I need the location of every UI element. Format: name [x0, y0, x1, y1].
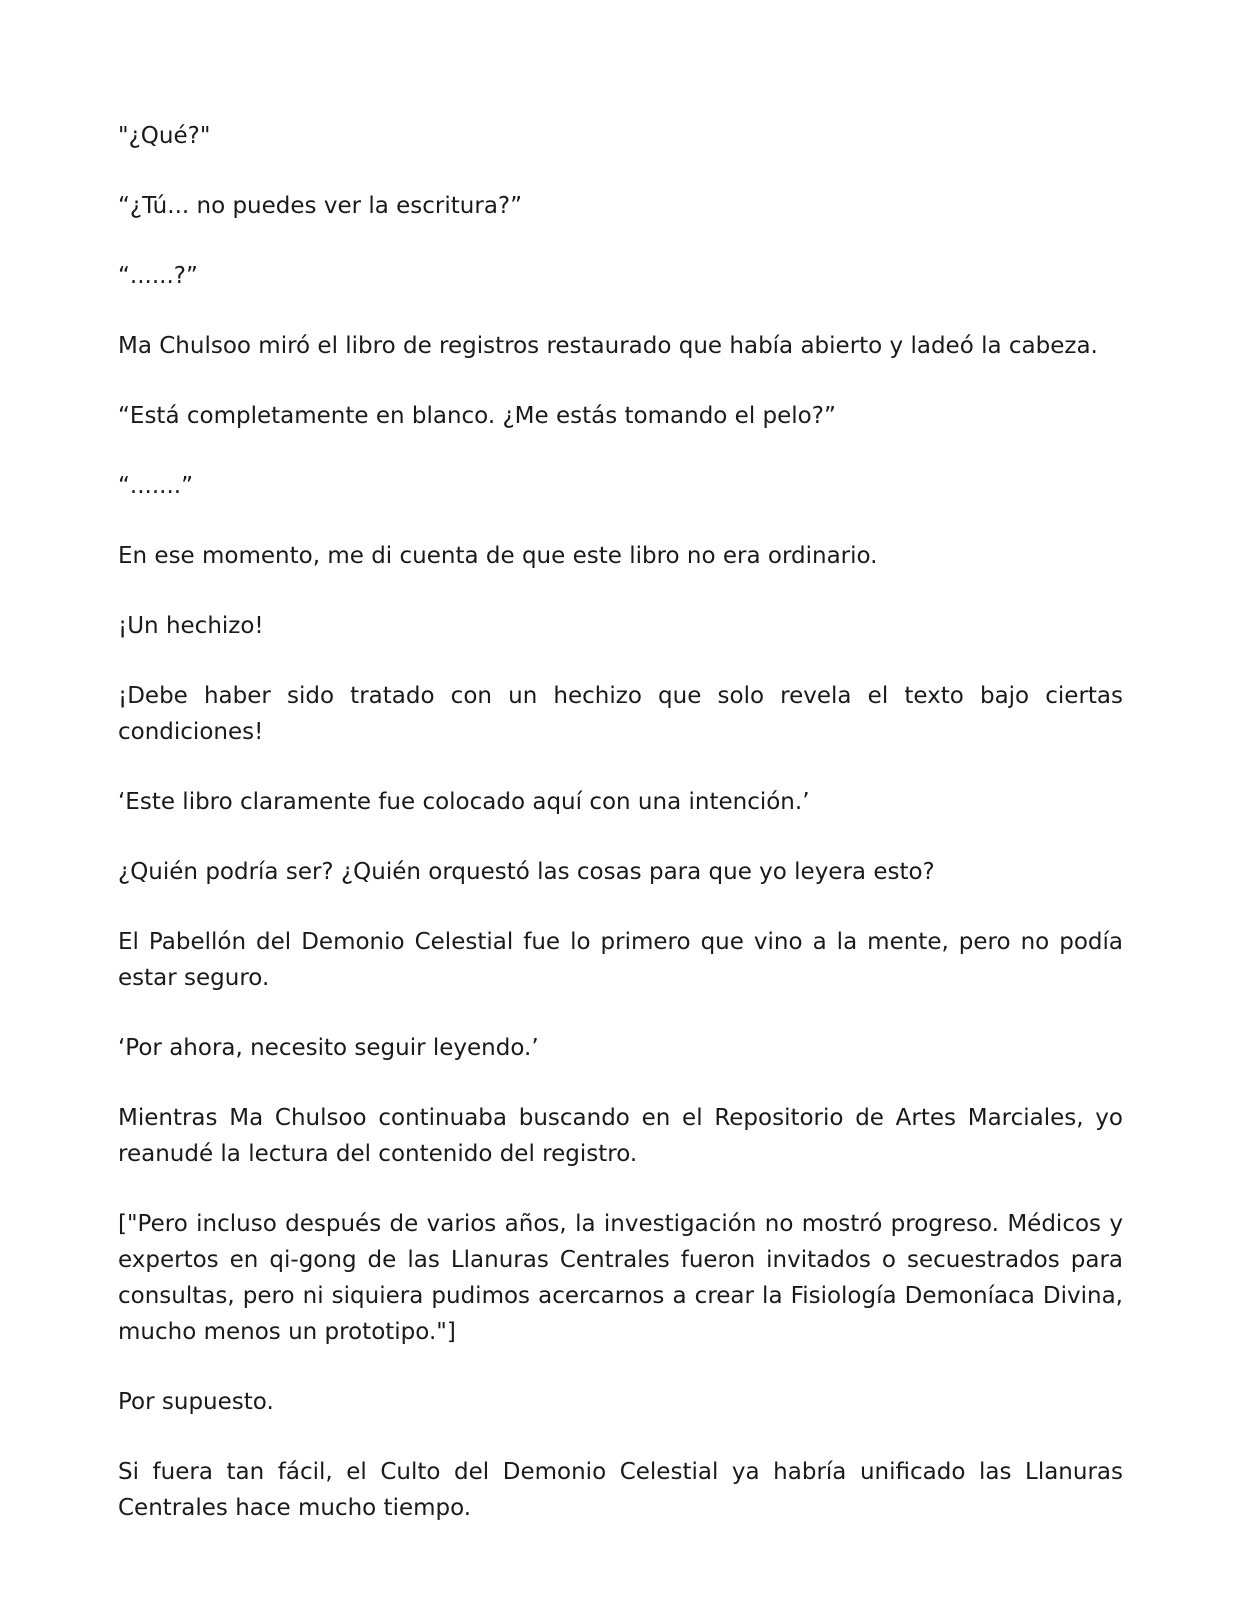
paragraph-2: “¿Tú... no puedes ver la escritura?”	[118, 193, 523, 219]
paragraph-11: ¿Quién podría ser? ¿Quién orquestó las cosas para que yo leyera esto?	[118, 859, 935, 885]
paragraph-8: ¡Un hechizo!	[118, 613, 264, 639]
paragraph-14: Mientras Ma Chulsoo continuaba buscando en el Repositorio de Artes Marciales, yo reanudé la lectura del contenido del registro.	[118, 1105, 1123, 1167]
paragraph-6: “.......”	[118, 473, 194, 499]
paragraph-16: Por supuesto.	[118, 1389, 274, 1415]
paragraph-13: ‘Por ahora, necesito seguir leyendo.’	[118, 1035, 539, 1061]
paragraph-5: “Está completamente en blanco. ¿Me estás tomando el pelo?”	[118, 403, 836, 429]
paragraph-12: El Pabellón del Demonio Celestial fue lo primero que vino a la mente, pero no podía estar seguro.	[118, 929, 1123, 991]
paragraph-10: ‘Este libro claramente fue colocado aquí con una intención.’	[118, 789, 810, 815]
paragraph-4: Ma Chulsoo miró el libro de registros restaurado que había abierto y ladeó la cabeza.	[118, 333, 1098, 359]
body-text	[118, 118, 1123, 1560]
paragraph-7: En ese momento, me di cuenta de que este libro no era ordinario.	[118, 543, 878, 569]
paragraph-9: ¡Debe haber sido tratado con un hechizo que solo revela el texto bajo ciertas condiciones!	[118, 683, 1123, 745]
paragraph-15: ["Pero incluso después de varios años, la investigación no mostró progreso. Médicos y expertos en qi-gong de las Llanuras Centrales fueron invitados o secuestrados para consultas, pero ni siquiera pudimos acercarnos a crear la Fisiología Demoníaca Divina, mucho menos un prototipo."]	[118, 1211, 1123, 1345]
paragraph-17: Si fuera tan fácil, el Culto del Demonio Celestial ya habría unificado las Llanuras Centrales hace mucho tiempo.	[118, 1459, 1123, 1521]
paragraph-1: "¿Qué?"	[118, 123, 211, 149]
paragraph-3: “......?”	[118, 263, 198, 289]
